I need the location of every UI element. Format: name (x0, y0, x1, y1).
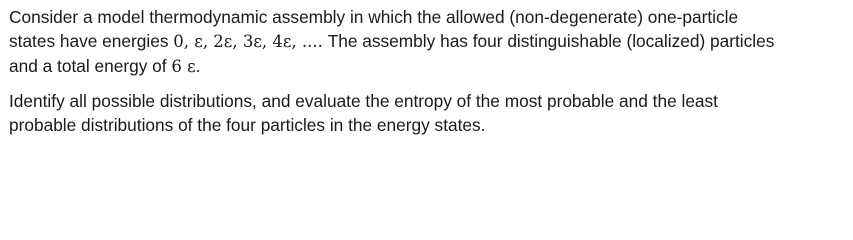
problem-statement (9, 5, 847, 137)
setup-line-2-text-end: The assembly has four distinguishable (localized) particles (322, 31, 775, 51)
setup-line-2-text: states have energies (9, 31, 174, 51)
total-energy-expression: 6 ε (171, 57, 196, 76)
setup-line-3-text: and a total energy of (9, 56, 172, 76)
setup-line-2 (9, 29, 847, 54)
task-line-2: probable distributions of the four particles in the energy states. (9, 115, 486, 135)
setup-line-3-period: . (195, 56, 201, 76)
problem-paragraph-task (9, 89, 847, 137)
task-line-1: Identify all possible distributions, and evaluate the entropy of the most probable and the least (9, 91, 718, 111)
energy-levels-expression: 0, ε, 2ε, 3ε, 4ε, .... (173, 32, 323, 51)
setup-line-1: Consider a model thermodynamic assembly in which the allowed (non-degenerate) one-particle (9, 7, 739, 27)
setup-line-3 (9, 54, 847, 79)
problem-paragraph-setup (9, 5, 847, 79)
